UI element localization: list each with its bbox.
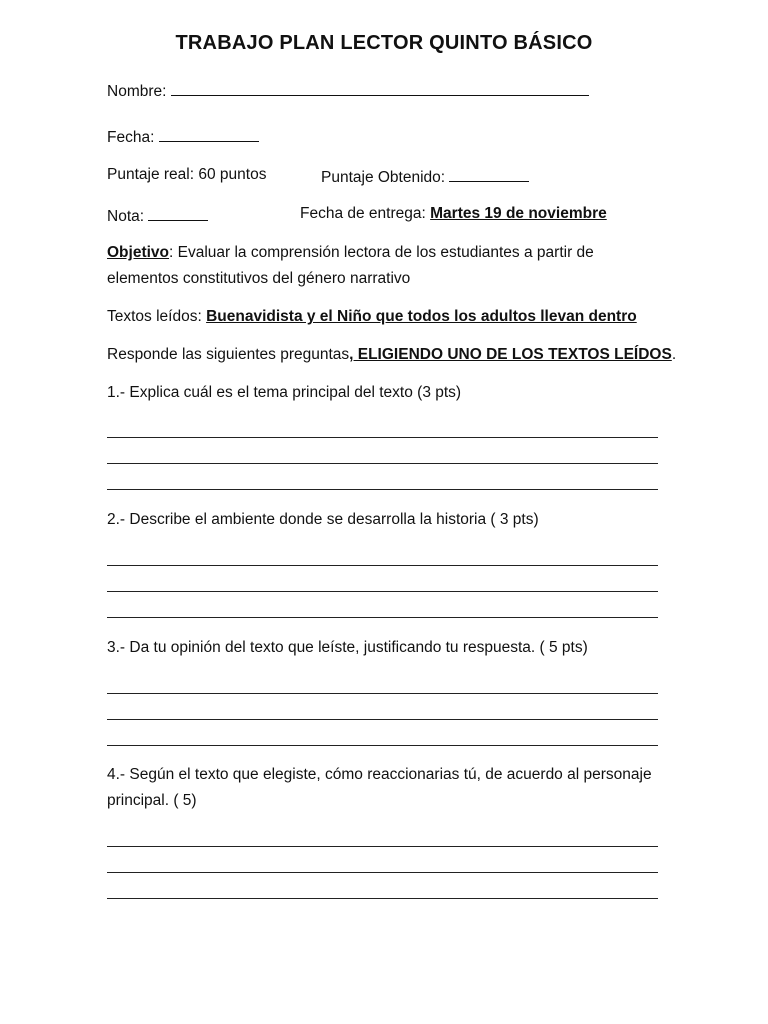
textos-row — [107, 308, 637, 326]
puntaje-real-value: 60 — [198, 166, 216, 183]
question-2: 2.- Describe el ambiente donde se desarrolla la historia ( 3 pts) — [107, 511, 539, 528]
objetivo-text: : Evaluar la comprensión lectora de los estudiantes a partir de elementos constitutivos del género narrativo — [107, 244, 594, 287]
textos-value: Buenavidista y el Niño que todos los adultos llevan dentro — [206, 308, 637, 325]
question-4: 4.- Según el texto que elegiste, cómo reaccionarias tú, de acuerdo al personaje principal. ( 5) — [107, 766, 652, 809]
puntaje-obtenido-blank[interactable] — [449, 166, 529, 182]
puntaje-real-row — [107, 166, 266, 184]
answer-line-q2-1[interactable] — [107, 565, 658, 566]
nota-blank[interactable] — [148, 205, 208, 221]
nota-label: Nota: — [107, 208, 145, 225]
fecha-entrega-value: Martes 19 de noviembre — [430, 205, 607, 222]
answer-line-q2-3[interactable] — [107, 617, 658, 618]
instruction-suffix: . — [671, 346, 677, 363]
answer-line-q3-1[interactable] — [107, 693, 658, 694]
answer-line-q4-3[interactable] — [107, 898, 658, 899]
fecha-entrega-row — [300, 205, 607, 223]
answer-line-q1-1[interactable] — [107, 437, 658, 438]
page-title: TRABAJO PLAN LECTOR QUINTO BÁSICO — [175, 32, 593, 54]
answer-line-q1-2[interactable] — [107, 463, 658, 464]
answer-line-q3-3[interactable] — [107, 745, 658, 746]
answer-line-q2-2[interactable] — [107, 591, 658, 592]
instruction-prefix: Responde las siguientes preguntas — [107, 346, 350, 363]
nombre-blank[interactable] — [171, 80, 589, 96]
question-1: 1.- Explica cuál es el tema principal del texto (3 pts) — [107, 384, 462, 401]
answer-line-q1-3[interactable] — [107, 489, 658, 490]
fecha-blank[interactable] — [159, 126, 259, 142]
puntaje-real-unit: puntos — [219, 166, 267, 183]
nombre-label: Nombre: — [107, 83, 167, 100]
objetivo-label: Objetivo — [107, 244, 170, 261]
nombre-row — [107, 80, 589, 101]
puntaje-real-label: Puntaje real: — [107, 166, 195, 183]
fecha-entrega-label: Fecha de entrega: — [300, 205, 426, 222]
instruction-row — [107, 346, 676, 364]
puntaje-obtenido-row — [321, 166, 529, 187]
fecha-label: Fecha: — [107, 129, 155, 146]
answer-line-q4-2[interactable] — [107, 872, 658, 873]
objetivo-paragraph — [107, 240, 647, 292]
question-3: 3.- Da tu opinión del texto que leíste, justificando tu respuesta. ( 5 pts) — [107, 639, 588, 656]
textos-label: Textos leídos: — [107, 308, 202, 325]
instruction-emphasis: , ELIGIENDO UNO DE LOS TEXTOS LEÍDOS — [349, 346, 672, 363]
puntaje-obtenido-label: Puntaje Obtenido: — [321, 169, 446, 186]
answer-line-q4-1[interactable] — [107, 846, 658, 847]
fecha-row — [107, 126, 259, 147]
answer-line-q3-2[interactable] — [107, 719, 658, 720]
nota-row — [107, 205, 208, 226]
